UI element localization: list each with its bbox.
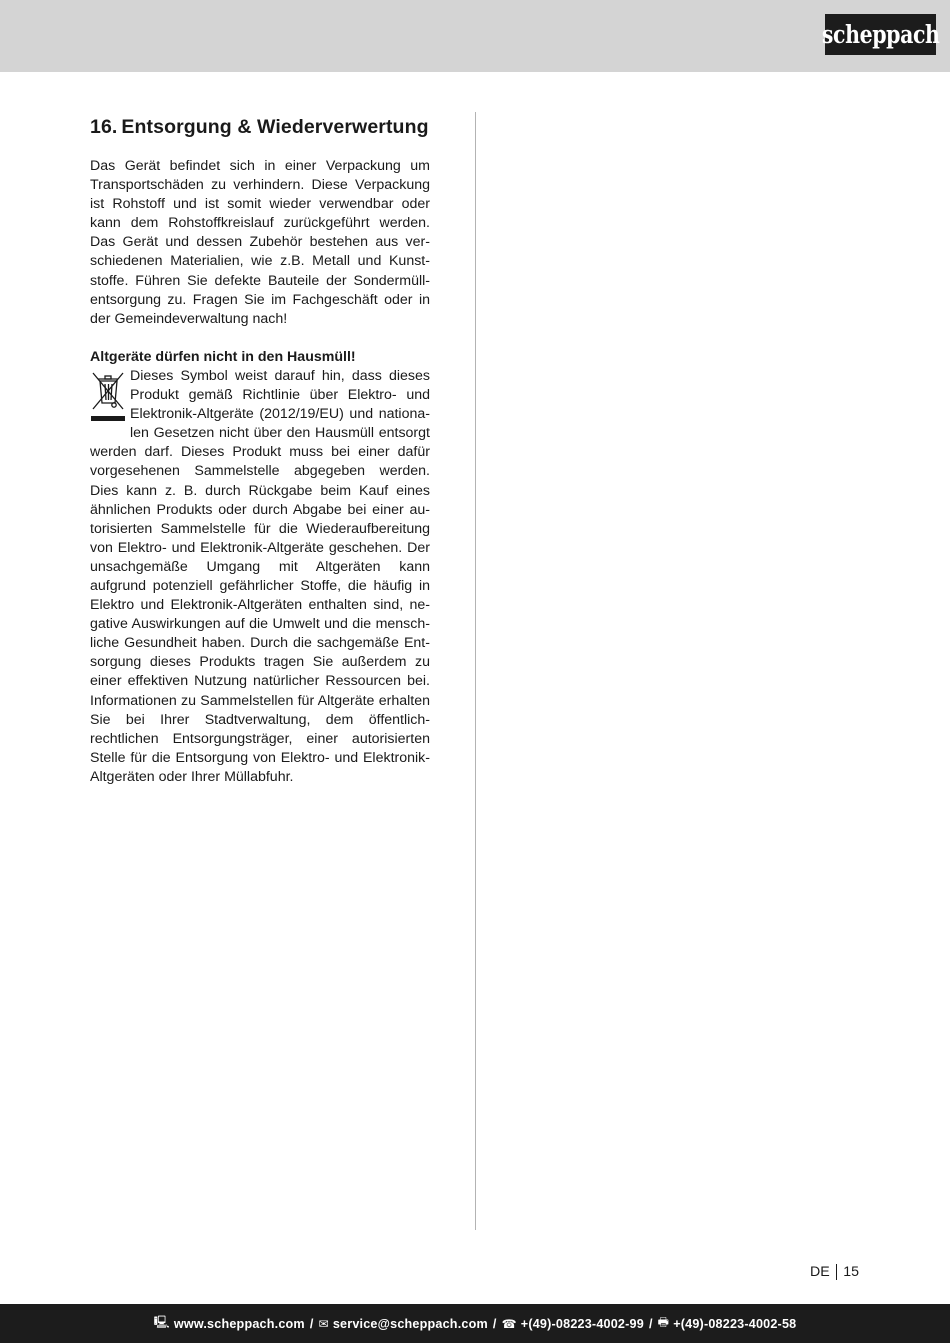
section-number: 16. bbox=[90, 116, 118, 138]
section-title: Entsorgung & Wiederverwertung bbox=[121, 116, 429, 138]
email-text: service@scheppach.com bbox=[332, 1316, 488, 1331]
language-code: DE bbox=[810, 1264, 830, 1280]
telephone-icon: ☎ bbox=[501, 1316, 517, 1331]
footer-bar bbox=[0, 1304, 950, 1343]
footer-email[interactable] bbox=[319, 1317, 488, 1331]
footer-separator: / bbox=[648, 1316, 653, 1331]
brand-logo-text: scheppach bbox=[821, 20, 940, 49]
brand-logo bbox=[821, 14, 940, 55]
weee-section bbox=[90, 367, 430, 787]
envelope-icon: ✉ bbox=[318, 1316, 329, 1331]
fax-icon: 🖶 bbox=[657, 1315, 670, 1329]
website-text: www.scheppach.com bbox=[173, 1316, 305, 1331]
header-bar bbox=[0, 0, 950, 72]
footer-phone[interactable] bbox=[502, 1317, 644, 1331]
phone-text: +(49)-08223-4002-99 bbox=[520, 1316, 644, 1331]
fax-text: +(49)-08223-4002-58 bbox=[673, 1316, 797, 1331]
page-number-separator bbox=[836, 1264, 838, 1280]
footer-separator: / bbox=[309, 1316, 314, 1331]
footer-website[interactable] bbox=[154, 1313, 305, 1334]
weee-paragraph: Dieses Symbol weist darauf hin, dass dieses Produkt gemäß Richtlinie über Elektro- und Elektronik-Altgeräte (2012/19/EU) und nationalen Gesetzen nicht über den Hausmüll entsorgt werden darf. Dieses Produkt muss bei einer dafür vorgesehenen Sammelstelle abgegeben werden. Dies kann z. B. durch Rückgabe beim Kauf eines ähnlichen Produkts oder durch Abgabe bei einer autorisierten Sammelstelle für die Wiederaufbereitung von Elektro- und Elektronik-Altgeräte geschehen. Der unsachgemäße Umgang mit Altgeräten kann aufgrund potenziell gefährlicher Stoffe, die häufig in Elektro und Elektronik-Altgeräten enthalten sind, negative Auswirkungen auf die Umwelt und die menschliche Gesundheit haben. Durch die sachgemäße Entsorgung dieses Produkts tragen Sie außerdem zu einer effektiven Nutzung natürlicher Ressourcen bei. Informationen zu Sammelstellen für Altgeräte erhalten Sie bei Ihrer Stadtverwaltung, dem öffentlich-rechtlichen Entsorgungsträger, einer autorisierten Stelle für die Entsorgung von Elektro- und Elektronik-Altgeräten oder Ihrer Müllabfuhr. bbox=[90, 367, 430, 785]
column-divider bbox=[475, 112, 476, 1230]
page-number-value: 15 bbox=[843, 1264, 859, 1280]
section-heading bbox=[90, 112, 430, 142]
footer-fax bbox=[658, 1313, 797, 1334]
crossed-out-wheeled-bin-icon bbox=[90, 369, 126, 425]
main-column bbox=[90, 112, 430, 787]
page-number bbox=[810, 1264, 859, 1280]
computer-icon: 🖳 bbox=[153, 1315, 170, 1329]
packaging-paragraph: Das Gerät befindet sich in einer Verpackung um Transportschäden zu verhindern. Diese Verpackung ist Rohstoff und ist somit wieder verwendbar oder kann dem Rohstoffkreislauf zurückgeführt werden. Das Gerät und dessen Zubehör bestehen aus verschiedenen Materialien, wie z.B. Metall und Kunststoffe. Führen Sie defekte Bauteile der Sondermüllentsorgung zu. Fragen Sie im Fachgeschäft oder in der Gemeindeverwaltung nach! bbox=[90, 158, 430, 327]
footer-separator: / bbox=[492, 1316, 497, 1331]
weee-subheading: Altgeräte dürfen nicht in den Hausmüll! bbox=[90, 348, 356, 365]
